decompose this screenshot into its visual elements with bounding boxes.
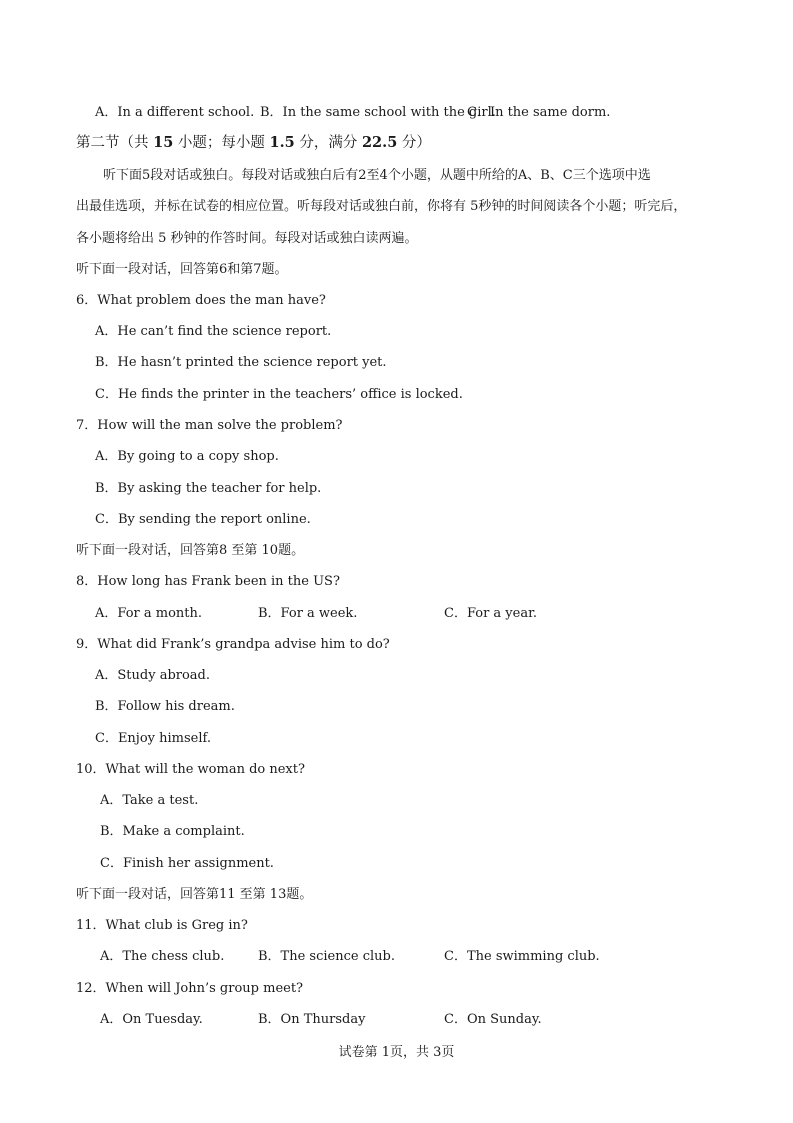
question-11-option-c: C．The swimming club. <box>444 949 600 964</box>
question-8-option-a: A．For a month. <box>95 606 203 621</box>
section-total: 22.5 <box>361 134 398 151</box>
question-8-option-c: C．For a year. <box>444 606 538 621</box>
question-9-option-a: A．Study abroad. <box>95 668 211 683</box>
question-12-option-a: A．On Tuesday. <box>100 1012 203 1027</box>
option-c: C．In the same dorm. <box>467 105 611 120</box>
question-7-option-b: B．By asking the teacher for help. <box>95 481 322 496</box>
question-9-option-c: C．Enjoy himself. <box>95 731 212 746</box>
question-6-stem: 6．What problem does the man have? <box>76 293 326 308</box>
instructions-line-2: 出最佳选项，并标在试卷的相应位置。听每段对话或独白前，你将有 5秒钟的时间阅读各个小题；听完后， <box>76 199 687 214</box>
question-11-option-b: B．The science club. <box>258 949 395 964</box>
question-11-stem: 11．What club is Greg in? <box>76 918 248 933</box>
question-6-option-a: A．He can’t find the science report. <box>95 324 332 339</box>
section-title-part2: 小题；每小题 <box>177 135 265 151</box>
instructions-line-1: 听下面5段对话或独白。每段对话或独白后有2至4个小题，从题中所给的A、B、C三个选项中选 <box>103 168 651 183</box>
question-9-stem: 9．What did Frank’s grandpa advise him to do? <box>76 637 390 652</box>
section-title-part4: 分） <box>401 135 431 151</box>
question-7-option-a: A．By going to a copy shop. <box>95 449 279 464</box>
instructions-line-3: 各小题将给出 5 秒钟的作答时间。每段对话或独白读两遍。 <box>76 231 418 246</box>
question-10-option-c: C．Finish her assignment. <box>100 856 274 871</box>
page-footer: 试卷第 1页，共 3页 <box>338 1045 455 1060</box>
option-a: A．In a different school. <box>95 105 255 120</box>
group-intro-3: 听下面一段对话，回答第11 至第 13题。 <box>76 887 313 902</box>
question-12-stem: 12．When will John’s group meet? <box>76 981 304 996</box>
question-12-option-c: C．On Sunday. <box>444 1012 542 1027</box>
question-8-stem: 8．How long has Frank been in the US? <box>76 574 340 589</box>
question-9-option-b: B．Follow his dream. <box>95 699 235 714</box>
question-8-option-b: B．For a week. <box>258 606 358 621</box>
section-score: 1.5 <box>269 134 295 151</box>
question-7-stem: 7．How will the man solve the problem? <box>76 418 343 433</box>
question-10-stem: 10．What will the woman do next? <box>76 762 305 777</box>
question-11-option-a: A．The chess club. <box>100 949 225 964</box>
question-6-option-c: C．He finds the printer in the teachers’ office is locked. <box>95 387 463 402</box>
option-b: B．In the same school with the girl. <box>260 105 496 120</box>
section-title-part1: 第二节（共 <box>76 135 149 151</box>
section-title <box>76 134 431 152</box>
question-12-option-b: B．On Thursday <box>258 1012 366 1027</box>
question-6-option-b: B．He hasn’t printed the science report yet. <box>95 355 387 370</box>
group-intro-2: 听下面一段对话，回答第8 至第 10题。 <box>76 543 305 558</box>
question-10-option-a: A．Take a test. <box>100 793 199 808</box>
section-title-part3: 分，满分 <box>299 135 358 151</box>
question-7-option-c: C．By sending the report online. <box>95 512 311 527</box>
group-intro-1: 听下面一段对话，回答第6和第7题。 <box>76 262 288 277</box>
section-num: 15 <box>153 134 174 151</box>
question-10-option-b: B．Make a complaint. <box>100 824 245 839</box>
